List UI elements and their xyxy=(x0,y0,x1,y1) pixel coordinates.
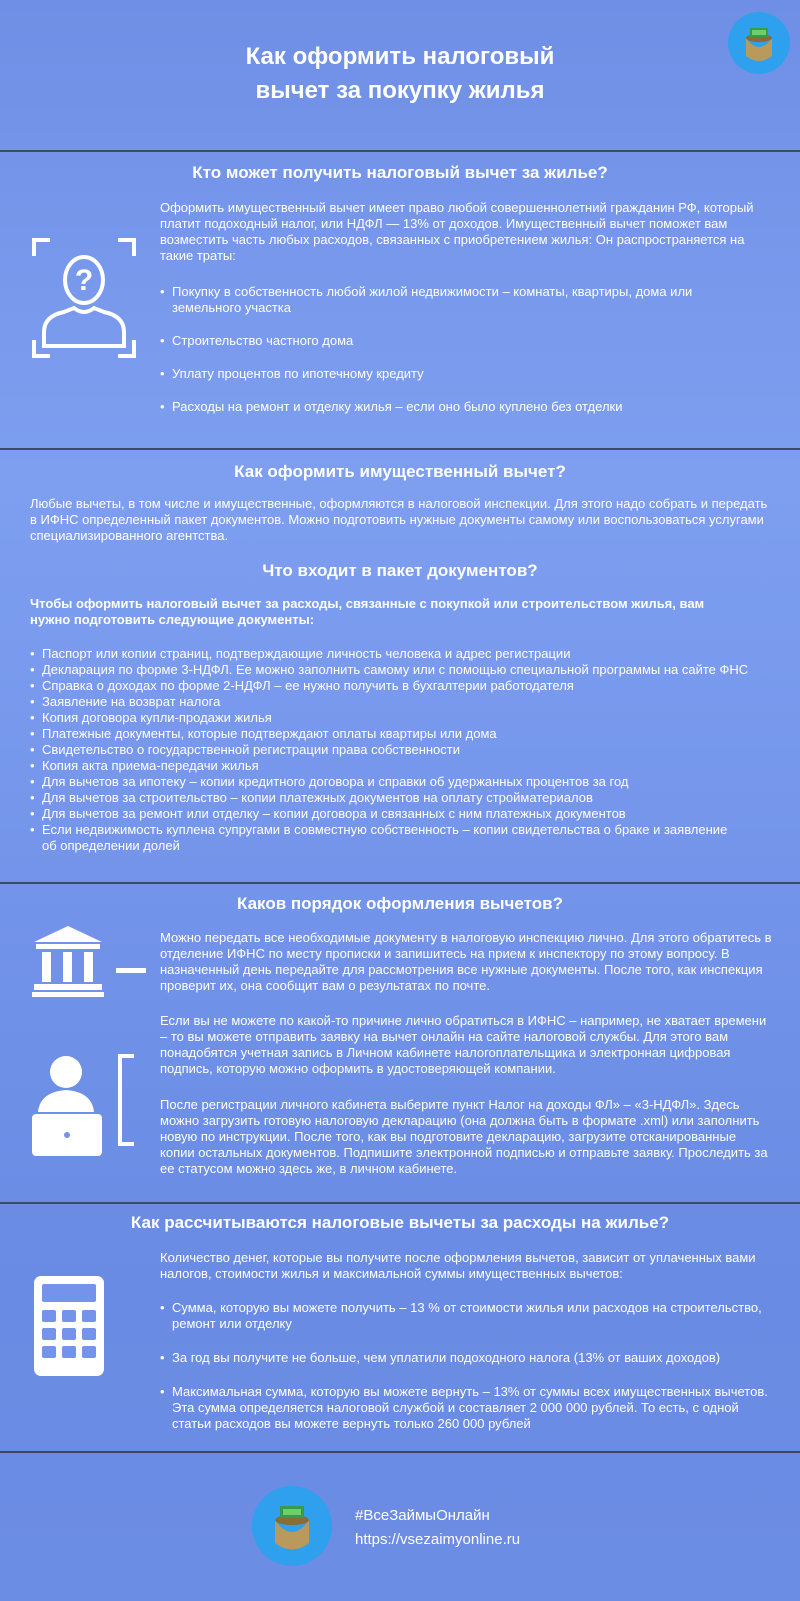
section3-paragraph3: После регистрации личного кабинета выберите пункт Налог на доходы ФЛ» – «3-НДФЛ». Здесь можно загрузить готовую налоговую декларацию (она должна быть в формате .xml) или заполнить новую по инструкции. После того, как вы подготовите декларацию, загрузите отсканированные копии остальных документов. Подпишите электронной подписью и отправьте заявку. Проследить за ее статусом можно здесь же, в личном кабинете. xyxy=(160,1097,768,1176)
list-item: • Свидетельство о государственной регистрации права собственности xyxy=(30,742,772,758)
list-item: • Покупку в собственность любой жилой недвижимости – комнаты, квартиры, дома или земельного участка xyxy=(160,284,760,316)
documents-list xyxy=(30,646,772,854)
user-laptop-icon xyxy=(28,1050,144,1162)
list-item: • Расходы на ремонт и отделку жилья – если оно было куплено без отделки xyxy=(160,399,760,415)
person-question-icon xyxy=(30,236,138,360)
section2-lead: Чтобы оформить налоговый вычет за расходы, связанные с покупкой или строительством жилья, вам нужно подготовить следующие документы: xyxy=(30,596,705,627)
section1-title: Кто может получить налоговый вычет за жилье? xyxy=(192,163,608,182)
section4-list xyxy=(160,1300,772,1432)
list-item: • Если недвижимость куплена супругами в совместную собственность – копии свидетельства о браке и заявление об определении долей xyxy=(30,822,730,854)
section2-text: Любые вычеты, в том числе и имущественные, оформляются в налоговой инспекции. Для этого надо собрать и передать в ИФНС определенный пакет документов. Можно подготовить нужные документы самому или воспользоваться услугами специализированного агентства. xyxy=(30,496,768,543)
section2-title: Как оформить имущественный вычет? xyxy=(234,462,566,481)
section1-list xyxy=(160,284,760,415)
brand-logo[interactable] xyxy=(728,12,790,74)
calculator-icon xyxy=(34,1276,104,1376)
page-title-line1: Как оформить налоговый xyxy=(245,43,555,70)
list-item: • Для вычетов за ремонт или отделку – копии договора и связанных с ним платежных документов xyxy=(30,806,772,822)
list-item: • Копия договора купли-продажи жилья xyxy=(30,710,772,726)
section3-paragraph2: Если вы не можете по какой-то причине лично обратиться в ИФНС – например, не хватает времени – то вы можете отправить заявку на вычет онлайн на сайте налоговой службы. Для этого вам понадобятся учетная запись в Личном кабинете налогоплательщика и электронная цифровая подпись, которую можно оформить в удостоверяющей компании. xyxy=(160,1013,767,1076)
section4-intro: Количество денег, которые вы получите после оформления вычетов, зависит от уплаченных вами налогов, стоимости жилья и максимальной суммы имущественных вычетов: xyxy=(160,1250,756,1281)
section2-subtitle: Что входит в пакет документов? xyxy=(262,561,538,580)
list-item: • За год вы получите не больше, чем уплатили подоходного налога (13% от ваших доходов) xyxy=(160,1350,772,1366)
list-item: • Уплату процентов по ипотечному кредиту xyxy=(160,366,760,382)
svg-text:?: ? xyxy=(74,264,94,297)
list-item: • Платежные документы, которые подтверждают оплаты квартиры или дома xyxy=(30,726,772,742)
footer-hashtag: #ВсеЗаймыОнлайн xyxy=(355,1507,490,1524)
page-title-line2: вычет за покупку жилья xyxy=(255,77,545,104)
list-item: • Для вычетов за ипотеку – копии кредитного договора и справки об удержанных процентов за год xyxy=(30,774,772,790)
list-item: • Заявление на возврат налога xyxy=(30,694,772,710)
section3-paragraph1: Можно передать все необходимые документу в налоговую инспекцию лично. Для этого обратитесь в отделение ИФНС по месту прописки и запишитесь на прием к инспектору по этому вопросу. В назначенный день передайте для рассмотрения все нужные документы. После того, как инспекция проверит их, она сообщит вам о результатах по почте. xyxy=(160,930,772,993)
wallet-icon xyxy=(252,1486,332,1566)
footer-url[interactable]: https://vsezaimyonline.ru xyxy=(355,1531,521,1548)
section3-title: Каков порядок оформления вычетов? xyxy=(237,894,563,913)
footer-logo[interactable] xyxy=(252,1486,332,1566)
wallet-icon xyxy=(728,12,790,74)
header xyxy=(0,0,800,150)
list-item: • Для вычетов за строительство – копии платежных документов на оплату стройматериалов xyxy=(30,790,772,806)
list-item: • Строительство частного дома xyxy=(160,333,760,349)
list-item: • Справка о доходах по форме 2-НДФЛ – ее нужно получить в бухгалтерии работодателя xyxy=(30,678,772,694)
list-item: • Копия акта приема-передачи жилья xyxy=(30,758,772,774)
list-item: • Сумма, которую вы можете получить – 13 % от стоимости жилья или расходов на строительство, ремонт или отделку xyxy=(160,1300,772,1332)
section1-intro: Оформить имущественный вычет имеет право любой совершеннолетний гражданин РФ, который платит подоходный налог, или НДФЛ — 13% от доходов. Имущественный вычет поможет вам возместить часть любых расходов, связанных с приобретением жилья: Он распространяется на такие траты: xyxy=(160,200,754,263)
section4-title: Как рассчитываются налоговые вычеты за расходы на жилье? xyxy=(130,1213,670,1232)
list-item: • Декларация по форме 3-НДФЛ. Ее можно заполнить самому или с помощью специальной программы на сайте ФНС xyxy=(30,662,772,678)
bank-building-icon xyxy=(30,924,146,998)
list-item: • Паспорт или копии страниц, подтверждающие личность человека и адрес регистрации xyxy=(30,646,772,662)
list-item: • Максимальная сумма, которую вы можете вернуть – 13% от суммы всех имущественных вычетов. Эта сумма определяется налоговой службой и составляет 2 000 000 рублей. То есть, с одной статьи расходов вы можете вернуть только 260 000 рублей xyxy=(160,1384,772,1432)
